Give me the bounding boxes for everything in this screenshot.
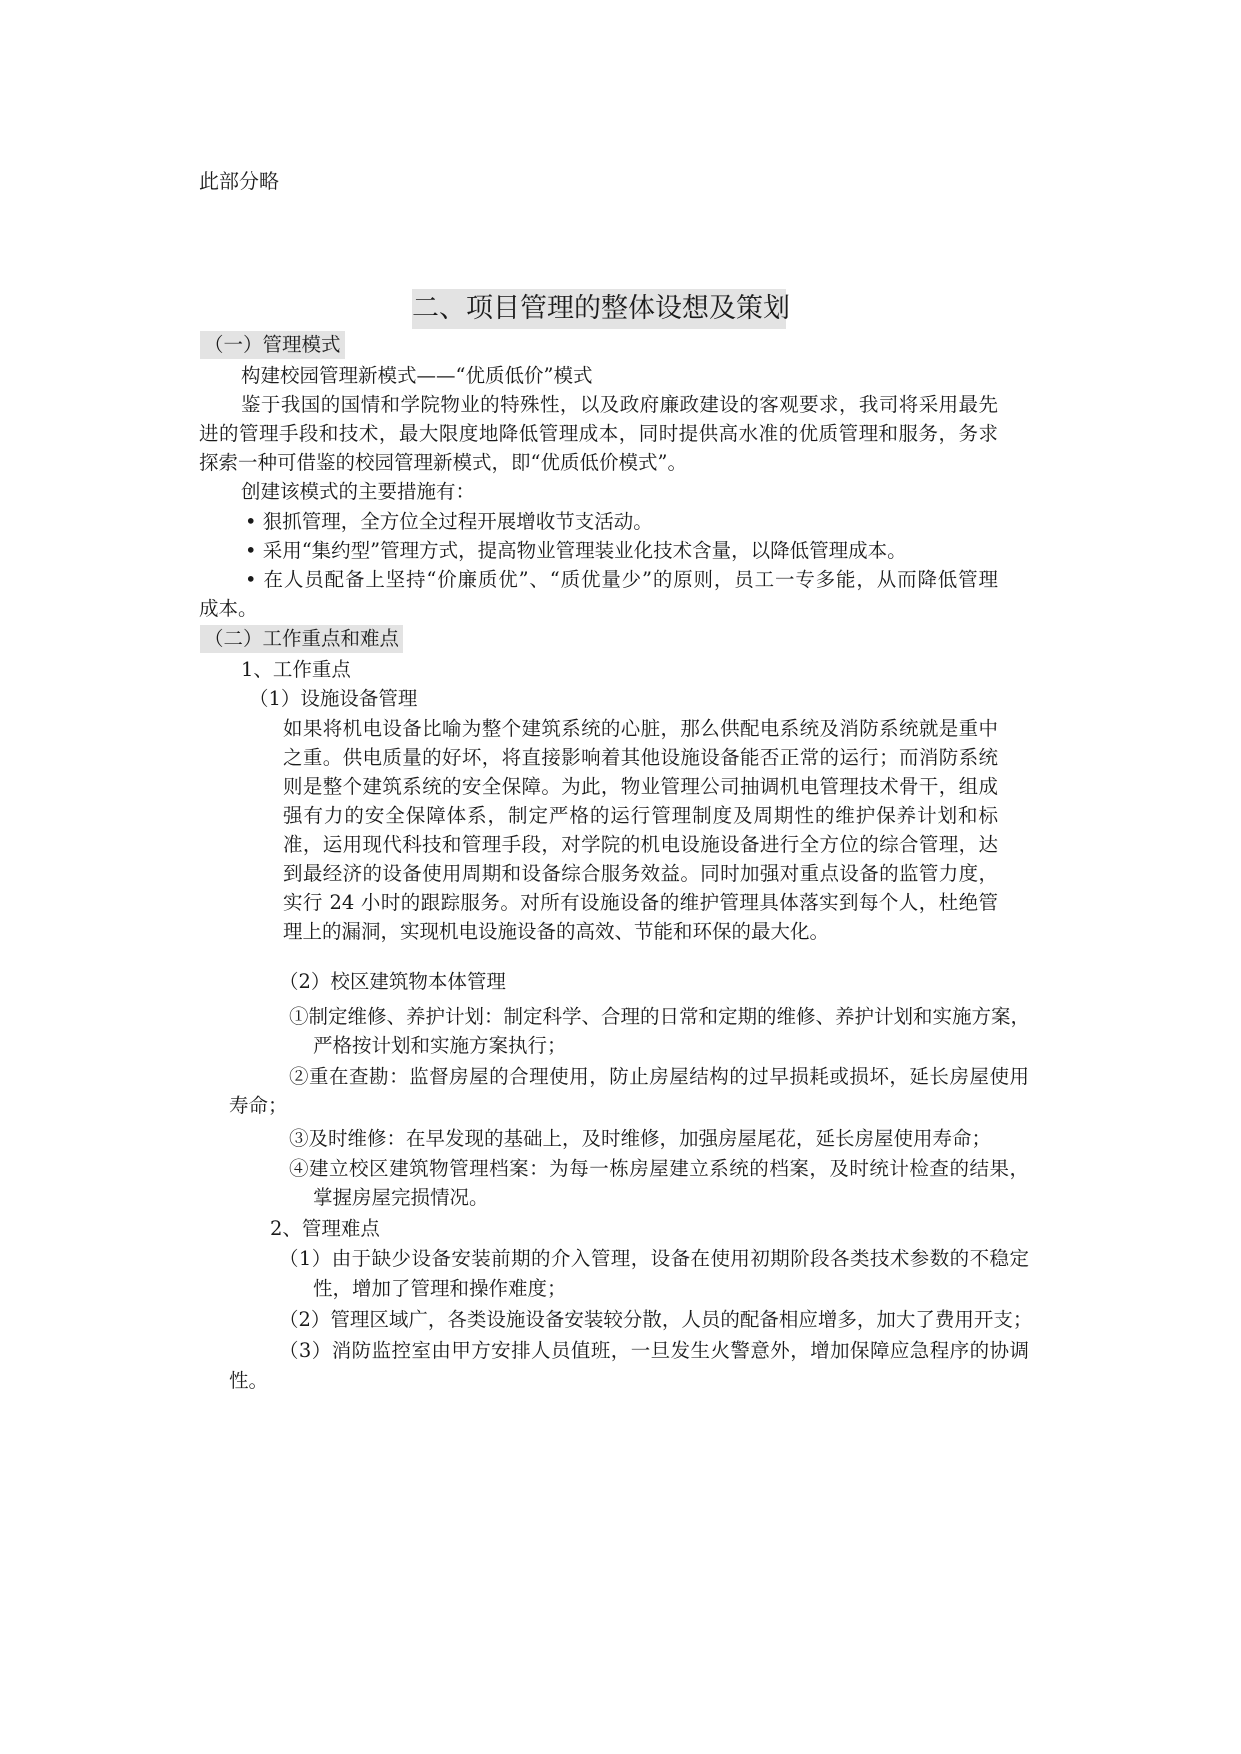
paragraph-line: 准，运用现代科技和管理手段，对学院的机电设施设备进行全方位的综合管理，达 <box>283 833 998 856</box>
item-heading: （2）校区建筑物本体管理 <box>279 970 506 993</box>
paragraph-line: 则是整个建筑系统的安全保障。为此，物业管理公司抽调机电管理技术骨干，组成 <box>283 775 998 798</box>
page-title: 二、项目管理的整体设想及策划 <box>412 289 786 329</box>
omitted-note: 此部分略 <box>199 169 279 193</box>
paragraph-line: 强有力的安全保障体系，制定严格的运行管理制度及周期性的维护保养计划和标 <box>283 804 998 827</box>
list-item-continuation: 寿命； <box>229 1094 288 1117</box>
list-item: ④建立校区建筑物管理档案：为每一栋房屋建立系统的档案，及时统计检查的结果， <box>289 1157 1029 1180</box>
paragraph-line: 鉴于我国的国情和学院物业的特殊性，以及政府廉政建设的客观要求，我司将采用最先 <box>241 393 998 416</box>
list-item: • 狠抓管理，全方位全过程开展增收节支活动。 <box>245 510 653 533</box>
section-heading-key-points: （二）工作重点和难点 <box>200 625 403 653</box>
paragraph-line: 理上的漏洞，实现机电设施设备的高效、节能和环保的最大化。 <box>283 920 830 943</box>
list-item: ①制定维修、养护计划：制定科学、合理的日常和定期的维修、养护计划和实施方案， <box>289 1005 1031 1028</box>
list-item-continuation: 掌握房屋完损情况。 <box>313 1186 489 1209</box>
list-item-continuation: 严格按计划和实施方案执行； <box>313 1034 567 1057</box>
subsection-heading: 1、工作重点 <box>241 658 351 681</box>
item-heading: （1）设施设备管理 <box>249 687 418 710</box>
section-subtitle: 构建校园管理新模式——“优质低价”模式 <box>241 364 593 387</box>
list-item-continuation: 性，增加了管理和操作难度； <box>313 1277 567 1300</box>
list-item-continuation: 成本。 <box>199 597 258 620</box>
paragraph-line: 如果将机电设备比喻为整个建筑系统的心脏，那么供配电系统及消防系统就是重中 <box>283 717 998 740</box>
list-item-continuation: 性。 <box>229 1369 269 1392</box>
section-heading-management-mode: （一）管理模式 <box>200 331 345 359</box>
list-item: （3）消防监控室由甲方安排人员值班，一旦发生火警意外，增加保障应急程序的协调 <box>279 1339 1029 1362</box>
paragraph-line: 实行 24 小时的跟踪服务。对所有设施设备的维护管理具体落实到每个人，杜绝管 <box>283 891 998 914</box>
paragraph-line: 进的管理手段和技术，最大限度地降低管理成本，同时提供高水准的优质管理和服务，务求 <box>199 422 998 445</box>
paragraph-line: 到最经济的设备使用周期和设备综合服务效益。同时加强对重点设备的监管力度， <box>283 862 998 885</box>
subsection-heading: 2、管理难点 <box>270 1217 380 1240</box>
list-item: （1）由于缺少设备安装前期的介入管理，设备在使用初期阶段各类技术参数的不稳定 <box>279 1247 1029 1270</box>
list-item: ③及时维修：在早发现的基础上，及时维修，加强房屋尾花，延长房屋使用寿命； <box>289 1127 992 1150</box>
list-item: • 采用“集约型”管理方式，提高物业管理装业化技术含量，以降低管理成本。 <box>245 539 907 562</box>
paragraph-line: 探索一种可借鉴的校园管理新模式，即“优质低价模式”。 <box>199 451 687 474</box>
list-item: （2）管理区域广，各类设施设备安装较分散，人员的配备相应增多，加大了费用开支； <box>279 1308 1033 1331</box>
list-item: • 在人员配备上坚持“价廉质优”、“质优量少”的原则，员工一专多能，从而降低管理 <box>245 568 998 591</box>
list-item: ②重在查勘：监督房屋的合理使用，防止房屋结构的过早损耗或损坏，延长房屋使用 <box>289 1065 1029 1088</box>
measures-intro: 创建该模式的主要措施有： <box>241 480 476 503</box>
paragraph-line: 之重。供电质量的好坏，将直接影响着其他设施设备能否正常的运行；而消防系统 <box>283 746 998 769</box>
